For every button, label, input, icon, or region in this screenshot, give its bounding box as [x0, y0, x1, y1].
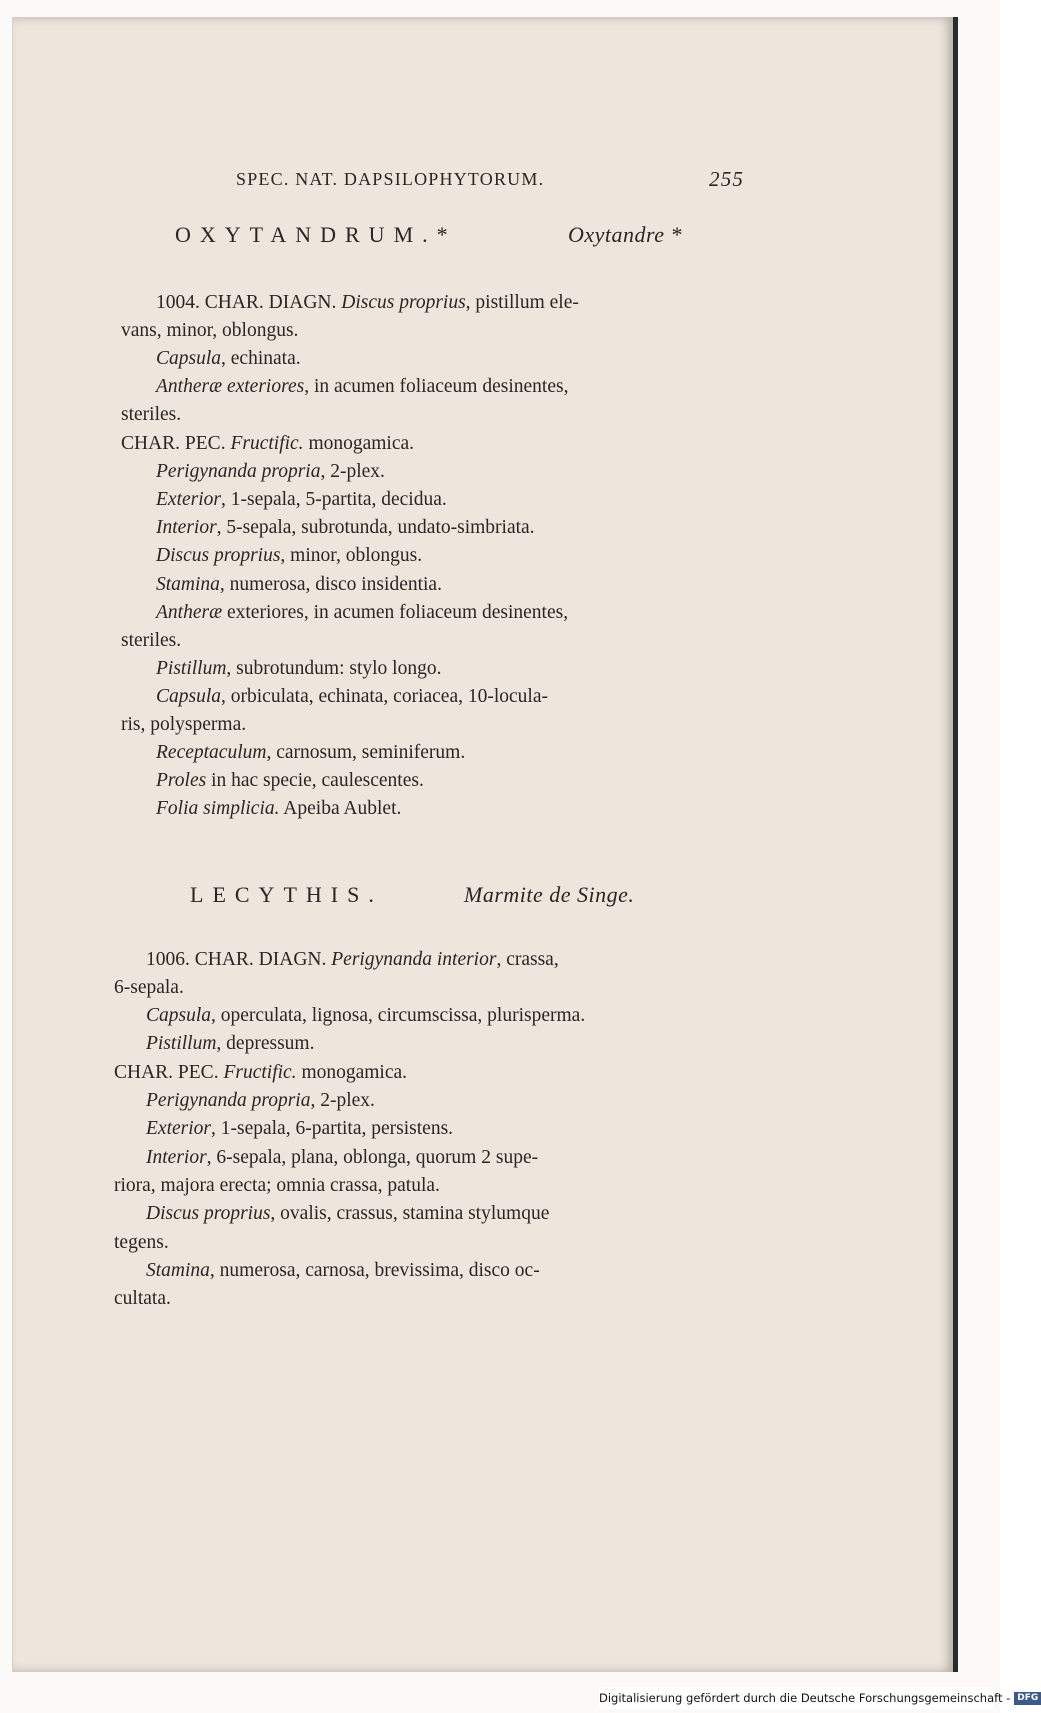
- italic-term: Pistillum: [156, 658, 227, 679]
- text-line: [114, 1062, 407, 1084]
- italic-term: Stamina: [156, 574, 220, 595]
- text-line: [156, 517, 535, 539]
- italic-term: Discus proprius: [156, 545, 281, 566]
- text-line: [121, 404, 181, 426]
- text-line: [121, 433, 414, 455]
- text-run: , echinata.: [221, 348, 301, 369]
- text-line: [156, 348, 301, 370]
- italic-term: Stamina: [146, 1260, 210, 1281]
- text-line: [156, 376, 568, 398]
- text-line: [114, 1288, 171, 1310]
- text-run: ris, polysperma.: [121, 714, 247, 735]
- text-line: [156, 742, 465, 764]
- text-line: [146, 1005, 585, 1027]
- text-run: , 2-plex.: [320, 461, 385, 482]
- text-run: , crassa,: [496, 949, 559, 970]
- text-run: , orbiculata, echinata, coriacea, 10-locula-: [221, 686, 549, 707]
- italic-term: Perigynanda propria: [156, 461, 321, 482]
- page-edge: [953, 17, 958, 1672]
- italic-term: Fructific.: [230, 433, 304, 454]
- italic-term: Exterior: [146, 1118, 211, 1139]
- genus-french-lecythis: Marmite de Singe.: [464, 882, 635, 907]
- text-run: , minor, oblongus.: [280, 545, 423, 566]
- text-run: , ovalis, crassus, stamina stylumque: [270, 1203, 550, 1224]
- text-line: [146, 1118, 453, 1140]
- text-run: , 6-sepala, plana, oblonga, quorum 2 supe-: [206, 1147, 539, 1168]
- text-line: [156, 545, 422, 567]
- running-title: SPEC. NAT. DAPSILOPHYTORUM.: [236, 169, 545, 189]
- italic-term: Antheræ: [156, 602, 223, 623]
- text-line: [156, 686, 548, 708]
- italic-term: Perigynanda interior: [331, 949, 497, 970]
- text-line: [156, 602, 568, 624]
- text-run: , 5-sepala, subrotunda, undato-simbriata.: [216, 517, 535, 538]
- text-line: [156, 658, 441, 680]
- italic-term: Interior: [156, 517, 217, 538]
- text-run: monogamica.: [296, 1062, 408, 1083]
- text-run: 1006. CHAR. DIAGN.: [146, 949, 332, 970]
- italic-term: Discus proprius: [146, 1203, 271, 1224]
- text-run: cultata.: [114, 1288, 171, 1309]
- text-run: tegens.: [114, 1232, 169, 1253]
- text-run: monogamica.: [303, 433, 415, 454]
- text-line: [121, 320, 298, 342]
- text-line: [156, 574, 442, 596]
- text-run: steriles.: [121, 630, 182, 651]
- text-line: [114, 977, 184, 999]
- text-line: [146, 1033, 314, 1055]
- text-run: CHAR. PEC.: [114, 1062, 224, 1083]
- italic-term: Exterior: [156, 489, 221, 510]
- text-run: CHAR. PEC.: [121, 433, 231, 454]
- text-run: , subrotundum: stylo longo.: [226, 658, 442, 679]
- italic-term: Discus proprius: [341, 292, 466, 313]
- text-run: , numerosa, carnosa, brevissima, disco oc-: [209, 1260, 540, 1281]
- text-run: riora, majora erecta; omnia crassa, patula.: [114, 1175, 440, 1196]
- text-line: [121, 630, 181, 652]
- text-line: [146, 1203, 549, 1225]
- text-run: , operculata, lignosa, circumscissa, plurisperma.: [211, 1005, 586, 1026]
- text-line: [114, 1232, 169, 1254]
- italic-term: Proles: [156, 770, 207, 791]
- italic-term: Folia simplicia.: [156, 798, 280, 819]
- text-line: [156, 461, 385, 483]
- text-run: 1004. CHAR. DIAGN.: [156, 292, 342, 313]
- text-line: [156, 489, 447, 511]
- page-number: 255: [709, 167, 745, 191]
- italic-term: Interior: [146, 1147, 207, 1168]
- text-run: , 1-sepala, 6-partita, persistens.: [210, 1118, 454, 1139]
- text-run: , depressum.: [216, 1033, 315, 1054]
- text-line: [146, 1147, 538, 1169]
- text-line: [146, 949, 559, 971]
- text-line: [146, 1260, 540, 1282]
- text-run: exteriores, in acumen foliaceum desinentes,: [222, 602, 569, 623]
- dfg-logo: DFG: [1014, 1692, 1041, 1705]
- genus-french-oxytandrum: Oxytandre *: [568, 222, 683, 247]
- text-line: [156, 770, 424, 792]
- italic-term: Capsula: [156, 348, 222, 369]
- text-line: [156, 292, 579, 314]
- italic-term: Receptaculum: [156, 742, 267, 763]
- text-line: [114, 1175, 440, 1197]
- text-run: in hac specie, caulescentes.: [206, 770, 424, 791]
- digitization-credit: [599, 1687, 1039, 1709]
- text-line: [146, 1090, 375, 1112]
- genus-title-oxytandrum: OXYTANDRUM.*: [175, 222, 457, 247]
- text-run: , pistillum ele-: [465, 292, 579, 313]
- text-run: , in acumen foliaceum desinentes,: [304, 376, 569, 397]
- text-run: steriles.: [121, 404, 182, 425]
- credit-text: Digitalisierung gefördert durch die Deutsche Forschungsgemeinschaft -: [599, 1691, 1011, 1705]
- text-line: [121, 714, 246, 736]
- italic-term: Capsula: [146, 1005, 212, 1026]
- text-run: vans, minor, oblongus.: [121, 320, 299, 341]
- book-page: [12, 17, 954, 1672]
- text-run: , 1-sepala, 5-partita, decidua.: [220, 489, 447, 510]
- italic-term: Perigynanda propria: [146, 1090, 311, 1111]
- text-run: , 2-plex.: [310, 1090, 375, 1111]
- italic-term: Pistillum: [146, 1033, 217, 1054]
- text-run: Apeiba Aublet.: [279, 798, 402, 819]
- text-line: [156, 798, 401, 820]
- italic-term: Antheræ exteriores: [156, 376, 305, 397]
- text-run: 6-sepala.: [114, 977, 184, 998]
- text-run: , carnosum, seminiferum.: [266, 742, 466, 763]
- genus-title-lecythis: LECYTHIS.: [190, 882, 383, 907]
- text-run: , numerosa, disco insidentia.: [219, 574, 442, 595]
- italic-term: Capsula: [156, 686, 222, 707]
- italic-term: Fructific.: [223, 1062, 297, 1083]
